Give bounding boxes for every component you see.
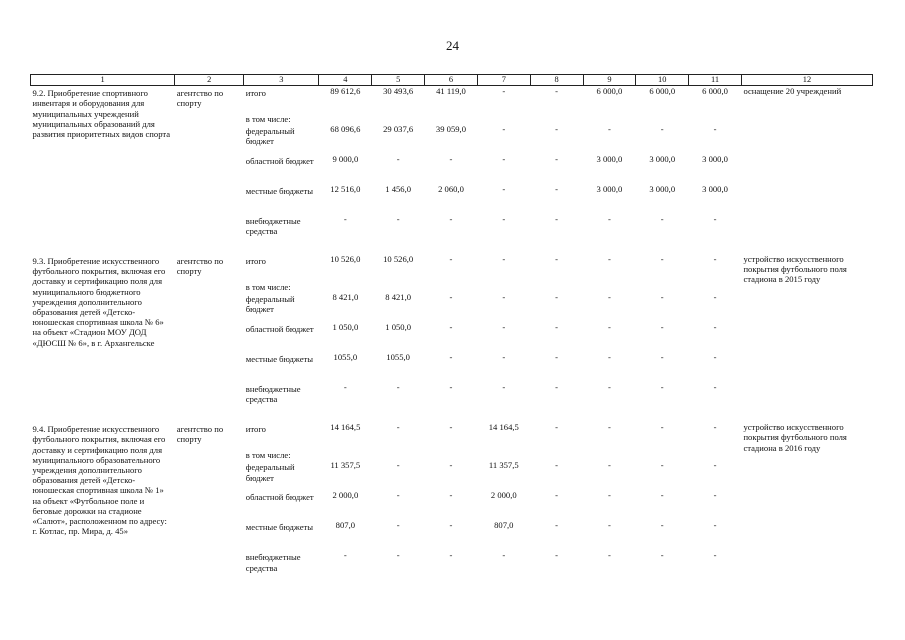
amount-cell: - <box>555 322 559 333</box>
amount-cell: - <box>502 153 506 164</box>
amount-cell: - <box>607 422 611 433</box>
table-row <box>31 254 873 280</box>
funding-source: внебюджетные средства <box>245 552 301 573</box>
header-row <box>31 75 873 86</box>
column-header-9: 9 <box>583 75 636 86</box>
amount-cell: - <box>713 292 717 303</box>
amount-cell <box>425 280 478 292</box>
amount-cell: - <box>660 550 664 561</box>
amount-cell: - <box>660 123 664 134</box>
column-header-6: 6 <box>425 75 478 86</box>
amount-cell: - <box>502 352 506 363</box>
funding-source: в том числе: <box>245 450 291 461</box>
amount-cell: - <box>713 520 717 531</box>
amount-cell: - <box>343 550 347 561</box>
amount-cell: - <box>555 460 559 471</box>
amount-cell: 11 357,5 <box>330 460 361 471</box>
amount-cell <box>319 280 372 292</box>
amount-cell: - <box>660 253 664 264</box>
table-row <box>31 422 873 448</box>
amount-cell: - <box>660 292 664 303</box>
amount-cell <box>319 448 372 460</box>
funding-source: внебюджетные средства <box>245 384 301 405</box>
amount-cell: - <box>502 253 506 264</box>
amount-cell <box>477 112 530 124</box>
amount-cell: 8 421,0 <box>332 292 359 303</box>
funding-source: федеральный бюджет <box>245 125 295 147</box>
amount-cell <box>583 280 636 292</box>
amount-cell: - <box>449 460 453 471</box>
measure-description: 9.2. Приобретение спортивного инвентаря и оборудования для муниципальных учреждений муниципальных образований для развития приоритетных видов спорта <box>32 88 171 140</box>
measure-description: 9.4. Приобретение искусственного футбольного покрытия, включая его доставку и сертификацию поля для муниципального образовательного учреждения дополнительного образования детей «Детско-юношеская спортивная школа № 1» на объект «Футбольное поле и беговые дорожки на стадионе «Салют», расположенном по адресу: г. Котлас, пр. Мира, д. 45» <box>32 424 167 537</box>
amount-cell: - <box>502 322 506 333</box>
amount-cell: - <box>660 490 664 501</box>
column-header-5: 5 <box>372 75 425 86</box>
amount-cell: 10 526,0 <box>330 253 361 264</box>
amount-cell: - <box>396 422 400 433</box>
amount-cell <box>319 112 372 124</box>
amount-cell: - <box>660 422 664 433</box>
amount-cell: - <box>449 382 453 393</box>
amount-cell <box>636 280 689 292</box>
amount-cell <box>372 280 425 292</box>
amount-cell: 11 357,5 <box>488 460 519 471</box>
column-header-7: 7 <box>477 75 530 86</box>
funding-source: внебюджетные средства <box>245 215 301 237</box>
amount-cell: - <box>713 382 717 393</box>
amount-cell: - <box>396 460 400 471</box>
amount-cell: - <box>713 422 717 433</box>
amount-cell: - <box>555 292 559 303</box>
amount-cell: 41 119,0 <box>436 86 466 97</box>
funding-source: местные бюджеты <box>245 522 314 533</box>
amount-cell: - <box>660 382 664 393</box>
column-header-3: 3 <box>244 75 319 86</box>
amount-cell: 9 000,0 <box>332 153 359 164</box>
amount-cell: - <box>449 292 453 303</box>
amount-cell: - <box>555 153 559 164</box>
amount-cell: - <box>396 550 400 561</box>
amount-cell: 14 164,5 <box>330 422 361 433</box>
amount-cell: - <box>660 352 664 363</box>
amount-cell: 10 526,0 <box>383 253 414 264</box>
amount-cell: - <box>555 520 559 531</box>
amount-cell <box>477 280 530 292</box>
amount-cell <box>530 280 583 292</box>
amount-cell: - <box>449 253 453 264</box>
amount-cell: - <box>502 292 506 303</box>
amount-cell: - <box>449 550 453 561</box>
amount-cell: - <box>502 183 506 194</box>
amount-cell: - <box>449 520 453 531</box>
amount-cell: - <box>660 460 664 471</box>
amount-cell: - <box>555 213 559 224</box>
amount-cell: - <box>607 292 611 303</box>
funding-source: областной бюджет <box>245 492 314 503</box>
responsible-agency: агентство по спорту <box>176 424 224 445</box>
funding-source: итого <box>245 88 266 99</box>
amount-cell: - <box>449 422 453 433</box>
page-number: 24 <box>446 38 459 53</box>
amount-cell: 6 000,0 <box>702 86 728 97</box>
amount-cell: - <box>502 382 506 393</box>
column-header-11: 11 <box>689 75 742 86</box>
amount-cell: 12 516,0 <box>330 183 361 194</box>
group-spacer <box>31 244 873 254</box>
amount-cell: - <box>607 213 611 224</box>
amount-cell: 1 050,0 <box>385 322 412 333</box>
expected-result: устройство искусственного покрытия футбольного поля стадиона в 2015 году <box>743 253 847 285</box>
amount-cell: 14 164,5 <box>488 422 519 433</box>
amount-cell: 3 000,0 <box>702 183 728 194</box>
amount-cell: 1055,0 <box>333 352 358 363</box>
funding-source: в том числе: <box>245 281 291 292</box>
amount-cell: - <box>713 322 717 333</box>
amount-cell: - <box>449 322 453 333</box>
amount-cell: - <box>555 183 559 194</box>
amount-cell: - <box>607 253 611 264</box>
responsible-agency: агентство по спорту <box>176 88 224 109</box>
amount-cell: 1055,0 <box>386 352 410 363</box>
amount-cell <box>530 112 583 124</box>
amount-cell: - <box>607 490 611 501</box>
funding-source: в том числе: <box>245 113 291 124</box>
amount-cell: 6 000,0 <box>649 86 676 97</box>
column-header-12: 12 <box>741 75 872 86</box>
amount-cell <box>372 112 425 124</box>
amount-cell <box>530 448 583 460</box>
amount-cell: - <box>502 550 506 561</box>
amount-cell: - <box>713 123 717 134</box>
amount-cell: - <box>555 123 559 134</box>
measure-description: 9.3. Приобретение искусственного футбольного покрытия, включая его доставку и сертификацию поля для муниципального бюджетного учреждения дополнительного образования детей «Детско-юношеская спортивная школа № 6» на объект «Стадион МОУ ДОД «ДЮСШ № 6», в г. Архангельске <box>32 255 166 348</box>
column-header-4: 4 <box>319 75 372 86</box>
amount-cell: - <box>555 550 559 561</box>
amount-cell: - <box>607 382 611 393</box>
amount-cell: - <box>502 213 506 224</box>
funding-source: областной бюджет <box>245 324 314 335</box>
column-header-8: 8 <box>530 75 583 86</box>
funding-source: итого <box>245 424 266 435</box>
column-header-10: 10 <box>636 75 689 86</box>
amount-cell: - <box>555 422 559 433</box>
amount-cell: - <box>607 322 611 333</box>
amount-cell: - <box>555 352 559 363</box>
amount-cell: 39 059,0 <box>435 123 466 134</box>
amount-cell: 30 493,6 <box>383 86 414 97</box>
amount-cell: - <box>555 253 559 264</box>
amount-cell: - <box>713 550 717 561</box>
amount-cell: - <box>343 213 347 224</box>
amount-cell <box>689 448 742 460</box>
funding-source: областной бюджет <box>245 155 314 166</box>
amount-cell: - <box>660 322 664 333</box>
funding-source: местные бюджеты <box>245 354 314 365</box>
spacer-cell <box>31 412 873 422</box>
amount-cell: - <box>396 490 400 501</box>
column-header-2: 2 <box>175 75 244 86</box>
table-row <box>31 86 873 112</box>
amount-cell: 1 050,0 <box>332 322 359 333</box>
amount-cell: 1 456,0 <box>385 183 412 194</box>
amount-cell <box>372 448 425 460</box>
expected-result: устройство искусственного покрытия футбольного поля стадиона в 2016 году <box>743 422 847 453</box>
amount-cell <box>689 112 742 124</box>
amount-cell: 8 421,0 <box>385 292 412 303</box>
amount-cell: - <box>607 520 611 531</box>
funding-source: итого <box>245 255 266 266</box>
amount-cell <box>636 448 689 460</box>
group-spacer <box>31 412 873 422</box>
amount-cell: - <box>555 86 559 97</box>
amount-cell: - <box>449 213 453 224</box>
funding-source: федеральный бюджет <box>245 462 295 483</box>
amount-cell <box>477 448 530 460</box>
expected-result: оснащение 20 учреждений <box>743 86 842 97</box>
amount-cell: - <box>713 253 717 264</box>
amount-cell: 3 000,0 <box>702 153 728 164</box>
amount-cell: 68 096,6 <box>330 123 361 134</box>
amount-cell: 2 000,0 <box>490 490 517 501</box>
amount-cell: 6 000,0 <box>596 86 623 97</box>
amount-cell: - <box>555 382 559 393</box>
amount-cell <box>425 448 478 460</box>
amount-cell: - <box>449 490 453 501</box>
amount-cell: - <box>713 460 717 471</box>
amount-cell: - <box>343 382 347 393</box>
column-header-1: 1 <box>31 75 175 86</box>
amount-cell: 3 000,0 <box>596 153 623 164</box>
amount-cell: - <box>396 153 400 164</box>
amount-cell: 3 000,0 <box>596 183 623 194</box>
amount-cell: - <box>660 520 664 531</box>
amount-cell: 2 060,0 <box>438 183 464 194</box>
amount-cell: 807,0 <box>494 520 514 531</box>
amount-cell: - <box>607 352 611 363</box>
amount-cell: 3 000,0 <box>649 153 676 164</box>
amount-cell <box>583 112 636 124</box>
amount-cell: - <box>660 213 664 224</box>
amount-cell: - <box>713 490 717 501</box>
amount-cell: - <box>607 550 611 561</box>
amount-cell: 3 000,0 <box>649 183 676 194</box>
amount-cell <box>689 280 742 292</box>
program-table <box>30 74 873 580</box>
amount-cell: - <box>396 520 400 531</box>
amount-cell: - <box>502 86 506 97</box>
amount-cell: - <box>449 352 453 363</box>
amount-cell: - <box>396 213 400 224</box>
amount-cell: 89 612,6 <box>330 86 361 97</box>
spacer-cell <box>31 244 873 254</box>
amount-cell: 29 037,6 <box>383 123 414 134</box>
amount-cell: - <box>502 123 506 134</box>
amount-cell: - <box>555 490 559 501</box>
amount-cell: - <box>396 382 400 393</box>
responsible-agency: агентство по спорту <box>176 255 224 277</box>
amount-cell: - <box>449 153 453 164</box>
amount-cell: - <box>607 123 611 134</box>
funding-source: федеральный бюджет <box>245 294 295 315</box>
amount-cell <box>425 112 478 124</box>
funding-source: местные бюджеты <box>245 185 314 196</box>
amount-cell: - <box>607 460 611 471</box>
amount-cell: - <box>713 213 717 224</box>
amount-cell <box>583 448 636 460</box>
amount-cell: - <box>713 352 717 363</box>
amount-cell <box>636 112 689 124</box>
amount-cell: 2 000,0 <box>332 490 359 501</box>
amount-cell: 807,0 <box>335 520 356 531</box>
